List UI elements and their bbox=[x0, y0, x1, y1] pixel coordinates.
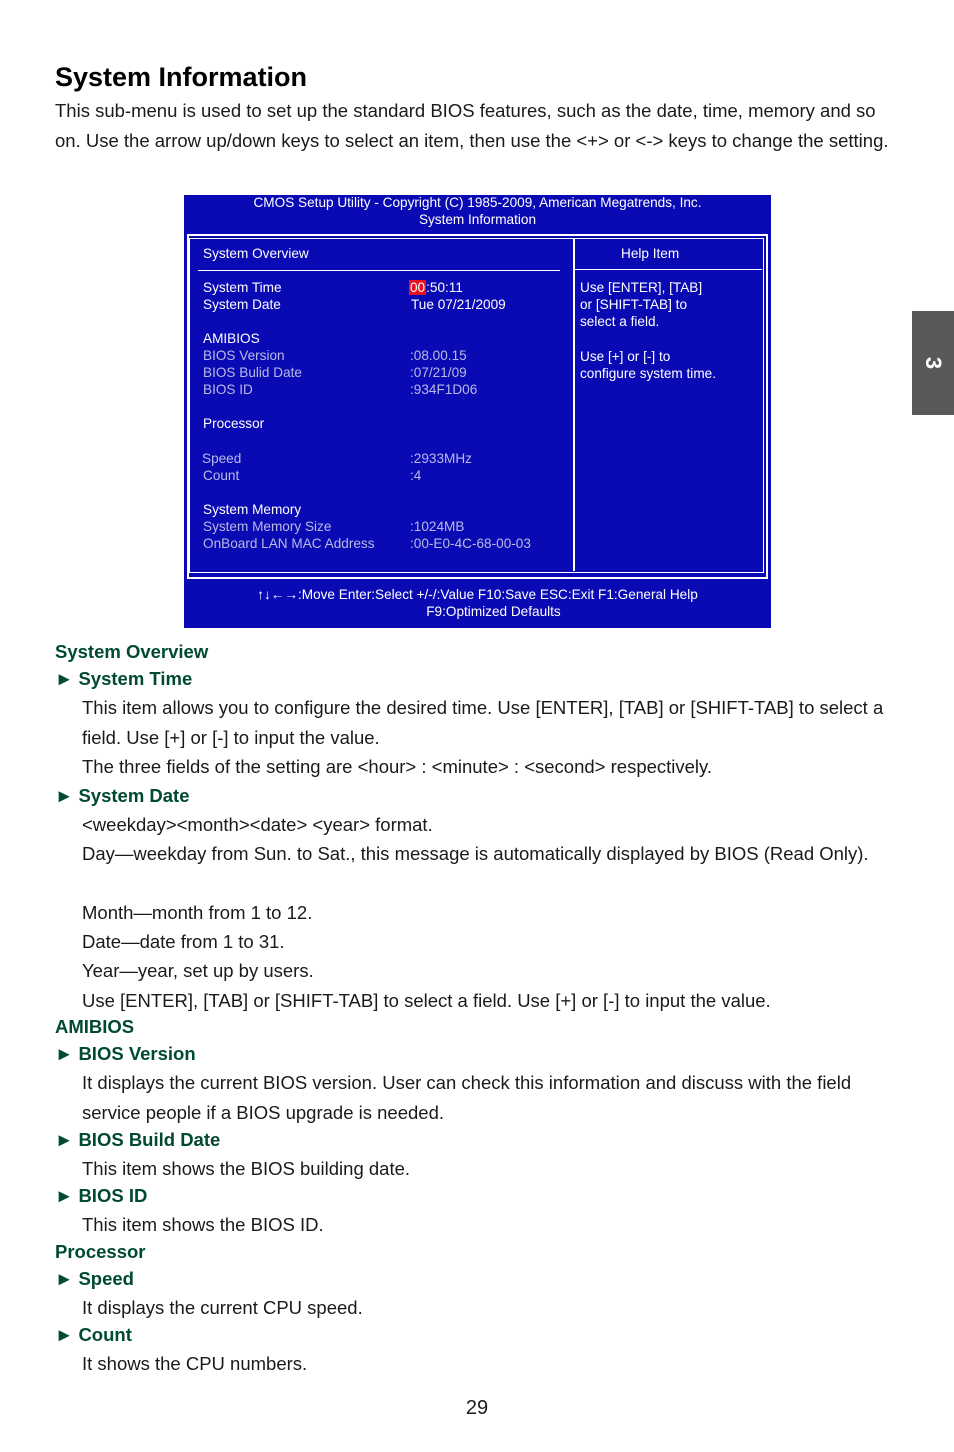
system-date-usage: Use [ENTER], [TAB] or [SHIFT-TAB] to select a field. Use [+] or [-] to input the value. bbox=[82, 990, 771, 1011]
bios-left-title: System Overview bbox=[203, 246, 309, 261]
help-line-5: configure system time. bbox=[580, 365, 716, 381]
heading-bios-version: ► BIOS Version bbox=[55, 1043, 196, 1064]
system-time-value[interactable] bbox=[409, 280, 463, 295]
help-line-2: or [SHIFT-TAB] to bbox=[580, 297, 688, 313]
system-time-fields: The three fields of the setting are <hour> : <minute> : <second> respectively. bbox=[82, 756, 713, 777]
heading-system-time: ► System Time bbox=[55, 668, 193, 689]
chapter-tab-number: 3 bbox=[921, 356, 946, 370]
heading-bios-id: ► BIOS ID bbox=[55, 1185, 148, 1206]
system-memory-label: System Memory bbox=[203, 502, 302, 517]
heading-amibios: AMIBIOS bbox=[55, 1016, 135, 1037]
bios-footer-defaults: F9:Optimized Defaults bbox=[426, 604, 561, 619]
bios-build-date-value: :07/21/09 bbox=[410, 365, 467, 380]
help-line-3: select a field. bbox=[580, 314, 660, 330]
help-text bbox=[580, 279, 760, 382]
bios-version-desc: It displays the current BIOS version. User can check this information and discuss with the field service people if a BIOS upgrade is needed. bbox=[82, 1072, 852, 1123]
system-date-value[interactable]: Tue 07/21/2009 bbox=[411, 297, 506, 312]
system-date-date: Date—date from 1 to 31. bbox=[82, 931, 285, 952]
heading-processor: Processor bbox=[55, 1241, 146, 1262]
memory-size-label: System Memory Size bbox=[203, 519, 332, 534]
system-time-hour-field[interactable]: 00 bbox=[410, 280, 426, 295]
system-date-label[interactable]: System Date bbox=[203, 297, 281, 312]
lan-mac-label: OnBoard LAN MAC Address bbox=[203, 536, 375, 551]
system-date-year: Year—year, set up by users. bbox=[82, 960, 314, 981]
lan-mac-value: :00-E0-4C-68-00-03 bbox=[410, 536, 531, 551]
system-date-format: <weekday><month><date> <year> format. bbox=[82, 814, 433, 835]
system-time-label[interactable]: System Time bbox=[203, 280, 282, 295]
speed-desc: It displays the current CPU speed. bbox=[82, 1297, 363, 1318]
amibios-label: AMIBIOS bbox=[203, 331, 260, 346]
heading-speed: ► Speed bbox=[55, 1268, 134, 1289]
bios-id-desc: This item shows the BIOS ID. bbox=[82, 1214, 324, 1235]
heading-bios-build-date: ► BIOS Build Date bbox=[55, 1129, 221, 1150]
heading-system-overview: System Overview bbox=[55, 641, 209, 662]
bios-right-title-rule bbox=[575, 269, 762, 270]
bios-screen bbox=[184, 195, 771, 628]
bios-id-label: BIOS ID bbox=[203, 382, 253, 397]
speed-label: Speed bbox=[202, 451, 242, 466]
bios-id-value: :934F1D06 bbox=[410, 382, 478, 397]
system-time-rest: :50:11 bbox=[426, 280, 463, 295]
bios-panel-divider bbox=[573, 239, 575, 571]
bios-right-title: Help Item bbox=[621, 246, 680, 261]
bios-header-line1: CMOS Setup Utility - Copyright (C) 1985-2009, American Megatrends, Inc. bbox=[253, 195, 702, 210]
intro-paragraph: This sub-menu is used to set up the standard BIOS features, such as the date, time, memory and so on. Use the arrow up/down keys to select an item, then use the <+> or <-> keys to change the setting. bbox=[55, 100, 889, 151]
count-label: Count bbox=[203, 468, 240, 483]
count-desc: It shows the CPU numbers. bbox=[82, 1353, 308, 1374]
page-title: System Information bbox=[55, 62, 308, 92]
heading-system-date: ► System Date bbox=[55, 785, 190, 806]
processor-label: Processor bbox=[203, 416, 265, 431]
system-date-day: Day—weekday from Sun. to Sat., this message is automatically displayed by BIOS (Read Only). bbox=[82, 843, 869, 864]
bios-version-value: :08.00.15 bbox=[410, 348, 467, 363]
help-line-4: Use [+] or [-] to bbox=[580, 348, 671, 364]
system-time-desc: This item allows you to configure the desired time. Use [ENTER], [TAB] or [SHIFT-TAB] to select a field. Use [+] or [-] to input the value. bbox=[82, 697, 884, 748]
bios-build-date-label: BIOS Bulid Date bbox=[203, 365, 302, 380]
page-number: 29 bbox=[465, 1397, 489, 1419]
speed-value: :2933MHz bbox=[410, 451, 472, 466]
bios-footer-keys: ↑↓←→:Move Enter:Select +/-/:Value F10:Save ESC:Exit F1:General Help bbox=[257, 587, 698, 602]
system-date-month: Month—month from 1 to 12. bbox=[82, 902, 313, 923]
bios-header-line2: System Information bbox=[418, 212, 537, 227]
chapter-tab bbox=[912, 311, 954, 415]
heading-count: ► Count bbox=[55, 1324, 132, 1345]
count-value: :4 bbox=[410, 468, 422, 483]
bios-version-label: BIOS Version bbox=[203, 348, 285, 363]
memory-size-value: :1024MB bbox=[410, 519, 465, 534]
bios-build-date-desc: This item shows the BIOS building date. bbox=[82, 1158, 411, 1179]
help-line-1: Use [ENTER], [TAB] bbox=[580, 280, 703, 295]
bios-left-title-rule bbox=[198, 270, 560, 271]
